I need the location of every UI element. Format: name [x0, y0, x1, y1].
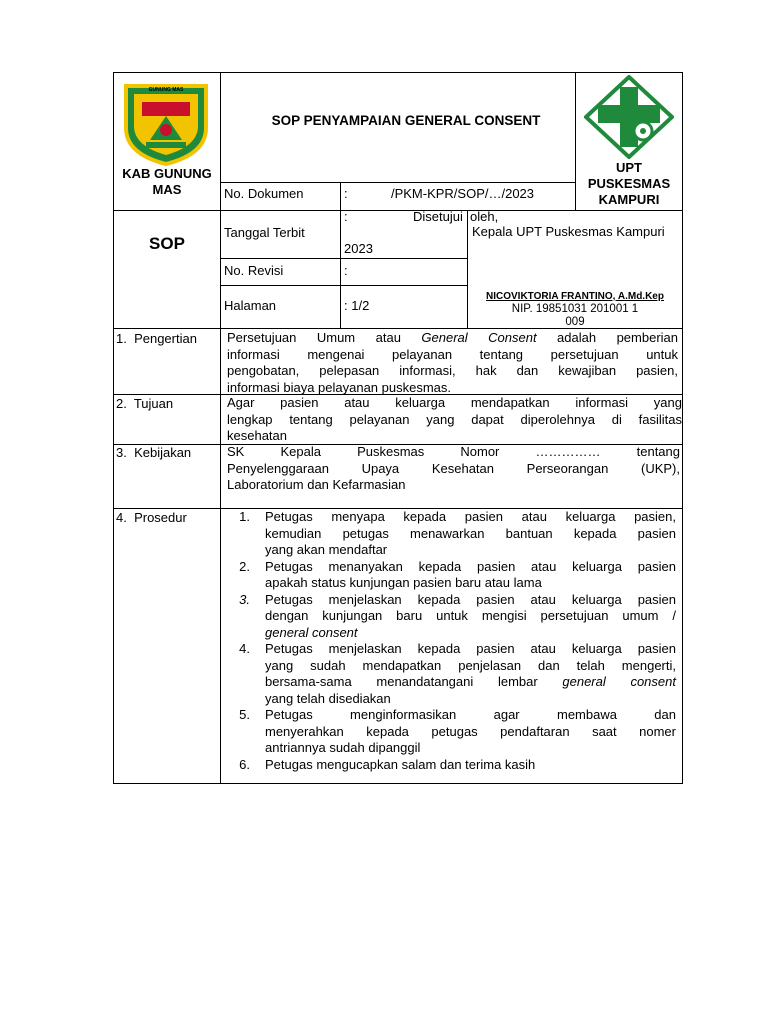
- step-text-line: Petugas menginformasikan agar membawa dan: [265, 707, 676, 722]
- puskesmas-emblem-icon: [584, 75, 674, 159]
- page-title: SOP PENYAMPAIAN GENERAL CONSENT: [271, 113, 541, 128]
- section-label-kebijakan: 3. Kebijakan: [116, 445, 192, 460]
- section-label-prosedur: 4. Prosedur: [116, 510, 187, 525]
- step-text-line: Petugas menjelaskan kepada pasien atau keluarga pasien: [265, 591, 676, 607]
- step-text-line: dengan kunjungan baru untuk mengisi persetujuan umum /: [265, 608, 676, 623]
- step-text-line: Petugas menyapa kepada pasien atau keluarga pasien,: [265, 509, 676, 524]
- procedure-step: [228, 592, 676, 642]
- section-body-kebijakan: [227, 444, 680, 494]
- section-label-tujuan: 2. Tujuan: [116, 396, 174, 411]
- step-text-line: bersama-sama menandatangani lembar general consent: [265, 674, 676, 689]
- text-line: pengobatan, pelepasan informasi, hak dan kewajiban pasien,: [227, 363, 678, 378]
- step-number: 1.: [239, 509, 250, 524]
- issue-date-year: 2023: [344, 241, 373, 256]
- issue-date-label: Tanggal Terbit: [224, 225, 305, 240]
- text-line: Penyelenggaraan Upaya Kesehatan Perseorangan (UKP),: [227, 460, 680, 476]
- regency-logo-text: GUNUNG MAS: [148, 87, 184, 93]
- step-text-line: kemudian petugas menawarkan bantuan kepada pasien: [265, 525, 676, 541]
- text-line: kesehatan: [227, 428, 287, 443]
- text-line: Laboratorium dan Kefarmasian: [227, 477, 406, 492]
- issue-date-colon: :: [344, 209, 348, 224]
- text-line: lengkap tentang pelayanan yang dapat diperolehnya di fasilitas: [227, 411, 682, 427]
- step-text-line: antriannya sudah dipanggil: [265, 740, 421, 755]
- procedure-step: [228, 757, 676, 774]
- procedure-step: [228, 707, 676, 757]
- procedure-list: [228, 509, 676, 773]
- regency-name: KAB GUNUNG MAS: [122, 166, 212, 197]
- step-number: 3.: [239, 591, 250, 607]
- procedure-step: [228, 559, 676, 592]
- step-text-line: Petugas menanyakan kepada pasien atau keluarga pasien: [265, 558, 676, 574]
- approval-line1: oleh,: [470, 209, 499, 224]
- section-label-pengertian: 1. Pengertian: [116, 331, 197, 346]
- section-body-pengertian: [227, 330, 678, 396]
- step-text-line: yang telah disediakan: [265, 690, 391, 706]
- step-number: 4.: [239, 641, 250, 656]
- step-text-line: yang sudah mendapatkan penjelasan dan telah mengerti,: [265, 657, 676, 673]
- text-line: Persetujuan Umum atau General Consent adalah pemberian: [227, 330, 678, 345]
- organization-name: UPT PUSKESMAS KAMPURI: [587, 160, 671, 207]
- step-text-line: general consent: [265, 624, 358, 640]
- step-number: 5.: [239, 707, 250, 722]
- step-text-line: Petugas menjelaskan kepada pasien atau keluarga pasien: [265, 641, 676, 656]
- step-text-line: apakah status kunjungan pasien baru atau lama: [265, 575, 542, 590]
- text-line: informasi biaya pelayanan puskesmas.: [227, 379, 452, 395]
- sop-label: SOP: [149, 234, 185, 253]
- revision-label: No. Revisi: [224, 263, 284, 278]
- procedure-step: [228, 641, 676, 707]
- step-number: 6.: [239, 756, 250, 772]
- doc-number-label: No. Dokumen: [224, 186, 304, 201]
- procedure-step: [228, 509, 676, 559]
- signer-nip: NIP. 19851031 201001 1 009: [511, 303, 639, 328]
- text-line: Agar pasien atau keluarga mendapatkan informasi yang: [227, 395, 682, 410]
- section-body-tujuan: [227, 395, 682, 445]
- page-value: : 1/2: [344, 298, 370, 313]
- step-number: 2.: [239, 558, 250, 574]
- puskesmas-logo: [584, 75, 674, 159]
- page-label: Halaman: [224, 298, 277, 313]
- approval-line2: Kepala UPT Puskesmas Kampuri: [472, 224, 665, 239]
- text-line: SK Kepala Puskesmas Nomor …………… tentang: [227, 444, 680, 459]
- step-text-line: menyerahkan kepada petugas pendaftaran saat nomer: [265, 723, 676, 739]
- text-line: informasi mengenai pelayanan tentang persetujuan untuk: [227, 346, 678, 362]
- step-text-line: Petugas mengucapkan salam dan terima kasih: [265, 756, 536, 772]
- signer-name: NICOVIKTORIA FRANTINO, A.Md.Kep: [486, 291, 664, 302]
- revision-value: :: [344, 263, 348, 278]
- doc-number-value: : /PKM-KPR/SOP/…/2023: [344, 186, 535, 201]
- step-text-line: yang akan mendaftar: [265, 542, 388, 557]
- approved-text: Disetujui: [413, 209, 463, 224]
- regency-logo: [120, 78, 212, 166]
